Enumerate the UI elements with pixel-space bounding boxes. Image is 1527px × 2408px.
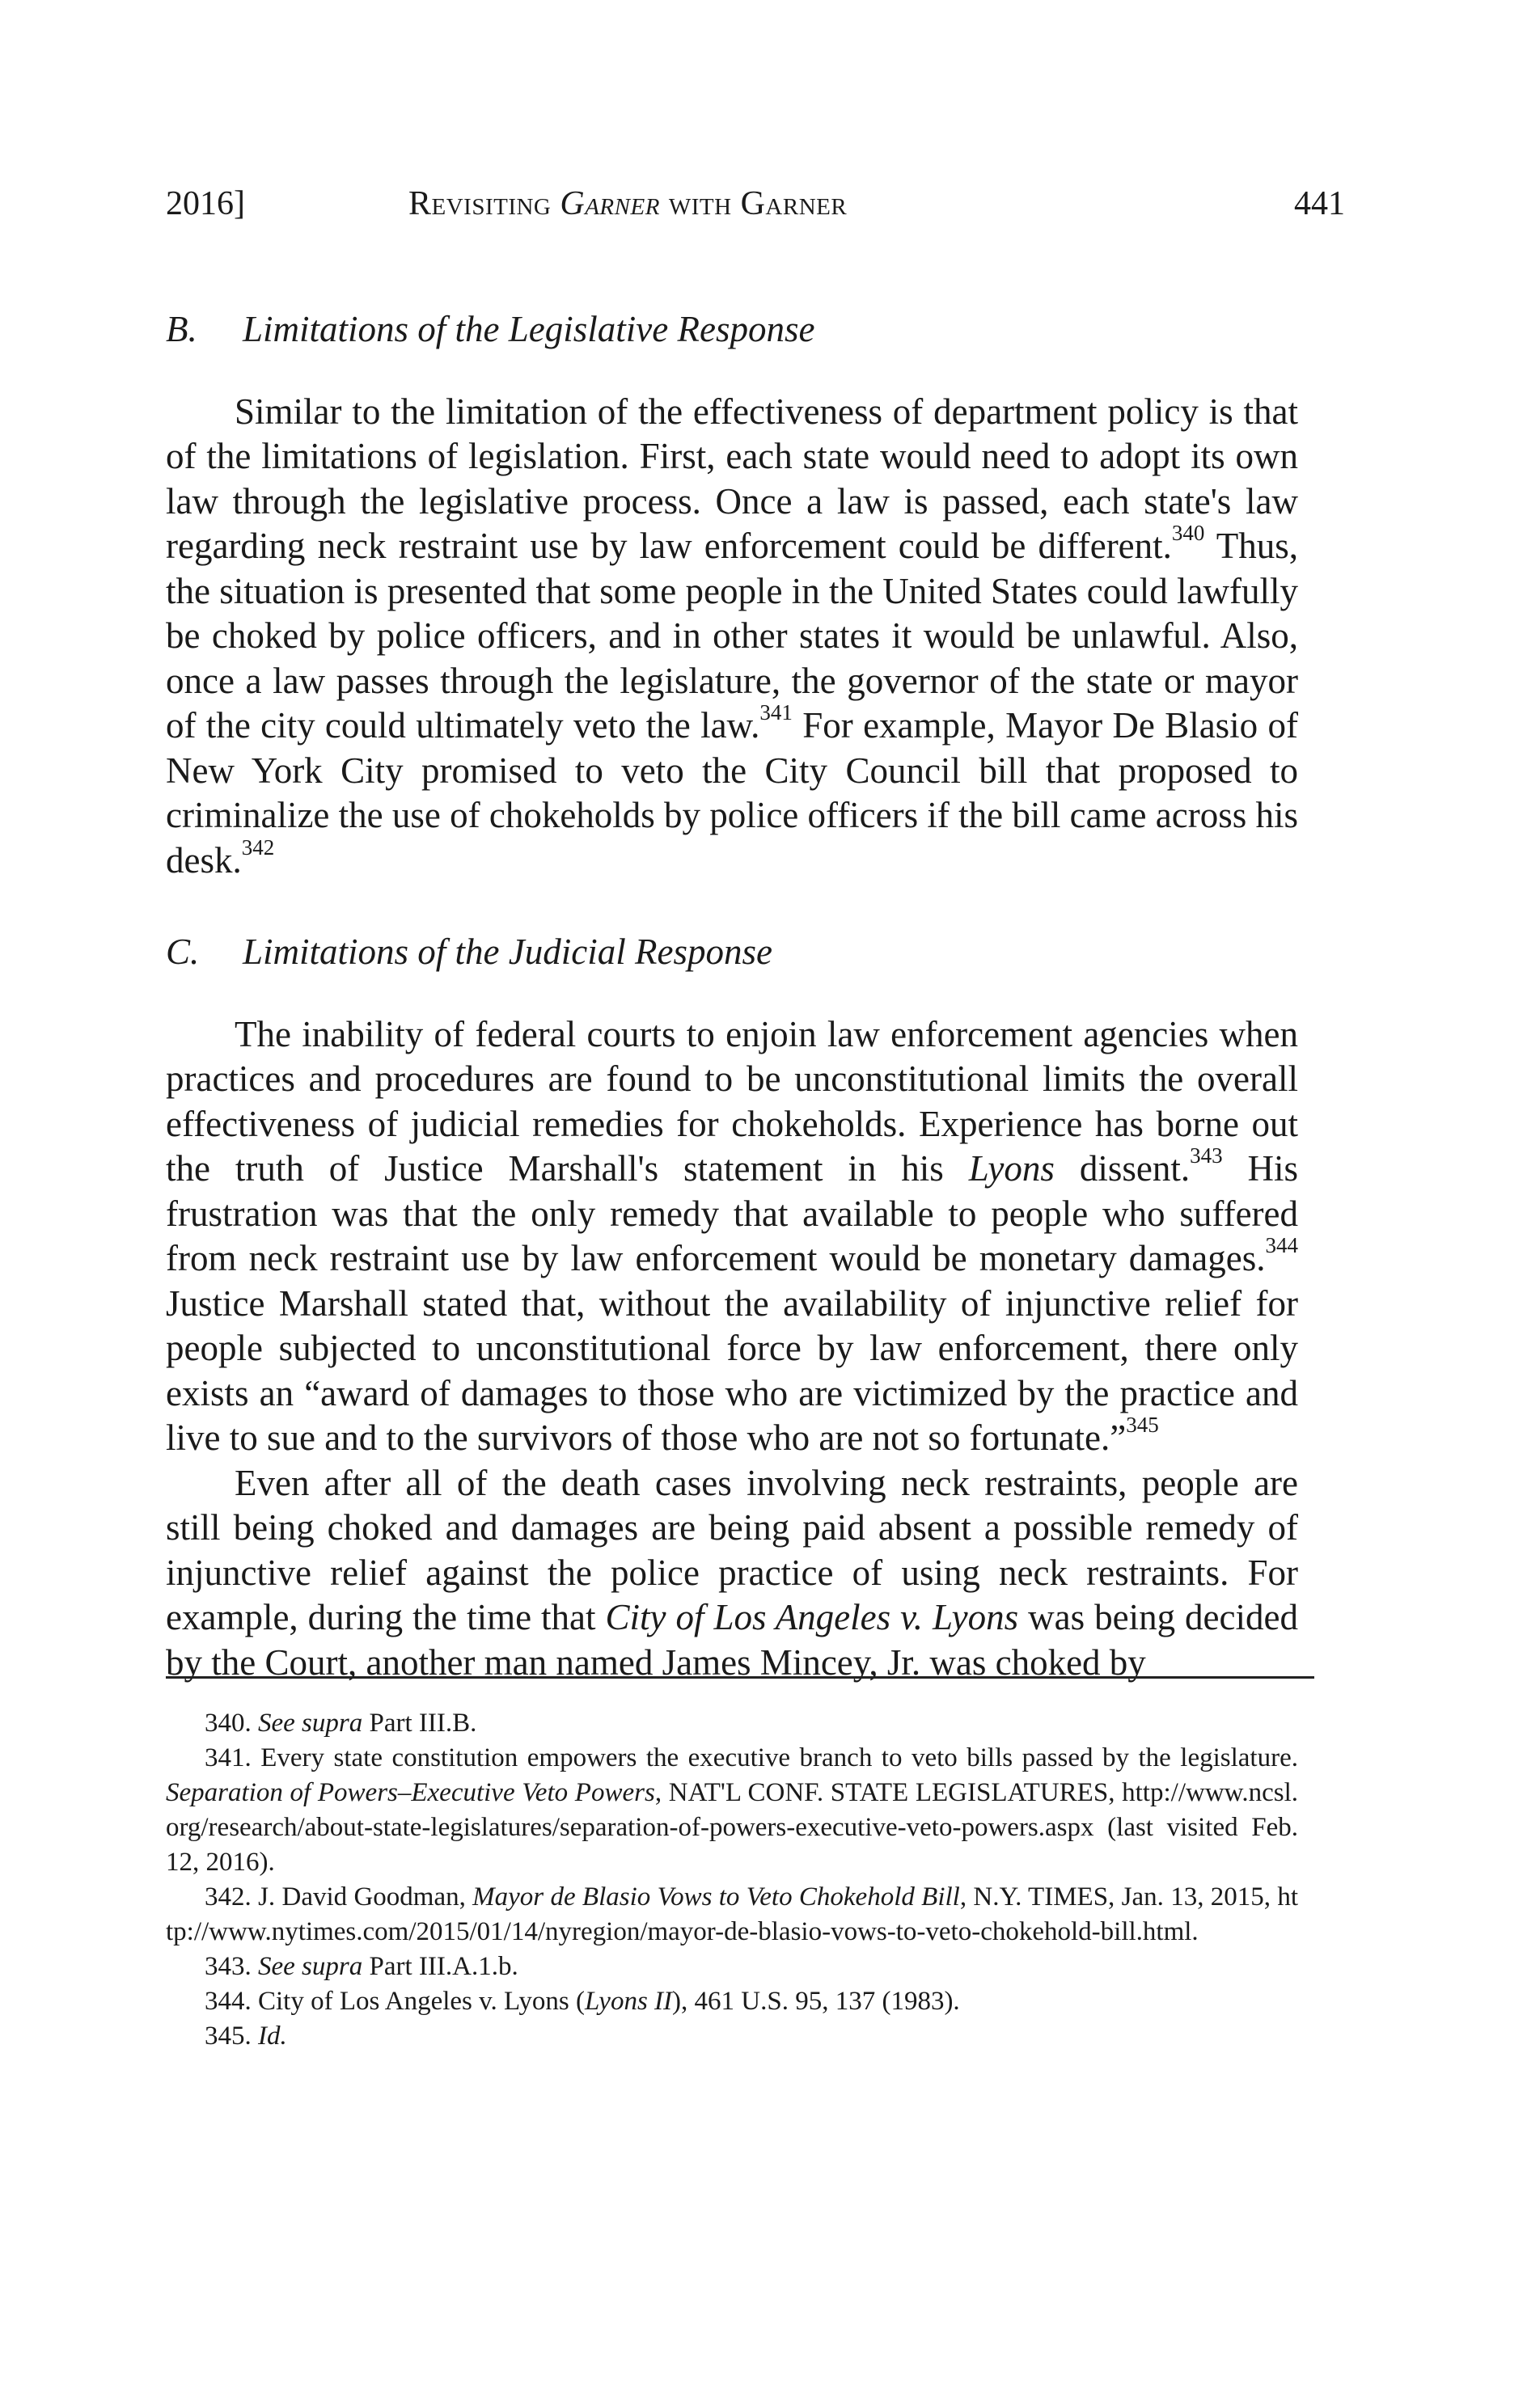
source-link[interactable]: http://www.ncsl.org/research/about-state-legislatures/separation-of-powers-executive-veto-powers.aspx	[166, 1778, 1298, 1842]
header-title	[408, 184, 847, 223]
main-text	[166, 307, 1298, 1685]
case-name: City of Los Angeles v. Lyons	[605, 1597, 1019, 1637]
section-letter: C.	[166, 932, 200, 972]
signal: See supra	[258, 1709, 363, 1738]
header-title-prefix: Revisiting	[408, 185, 560, 222]
footnote-number: 345.	[205, 2021, 252, 2051]
footnote-text: Part III.A.1.b.	[362, 1952, 518, 1981]
footnote-341	[166, 1741, 1298, 1880]
footnote-text: ), 461 U.S. 95, 137 (1983).	[672, 1987, 960, 2016]
footnote-divider	[166, 1676, 1314, 1679]
section-letter: B.	[166, 309, 197, 349]
footnote-number: 343.	[205, 1952, 252, 1981]
footnotes	[166, 1706, 1298, 2054]
footnote-text: J. David Goodman,	[251, 1882, 473, 1912]
paragraph-text: Justice Marshall stated that, without the availability of injunctive relief for people subjected to unconstitutional force by law enforcement, there only exists an “award of damages to those who are victimized by the practice and live to sue and to the survivors of those who are not so fortunate.”	[166, 1282, 1298, 1458]
footnote-number: 341.	[205, 1743, 252, 1772]
paragraph-text: was being decided by the Court, another man named James Mincey, Jr. was choked by	[166, 1597, 1298, 1683]
paragraph-text: His frustration was that the only remedy that available to people who suffered from neck restraint use by law enforcement would be monetary damages.	[166, 1148, 1298, 1278]
header-title-italic: Garner	[560, 185, 660, 222]
paragraph-text: Even after all of the death cases involving neck restraints, people are still being choked and damages are being paid absent a possible remedy of injunctive relief against the police practice of using neck restraints. For example, during the time that	[166, 1462, 1298, 1637]
running-header	[166, 184, 1345, 233]
signal: Id.	[258, 2021, 287, 2051]
footnote-number: 344.	[205, 1987, 252, 2016]
footnote-number: 340.	[205, 1709, 252, 1738]
footnote-ref[interactable]: 340	[1171, 521, 1205, 545]
footnote-ref[interactable]: 341	[759, 700, 793, 725]
paragraph	[166, 390, 1298, 884]
footnote-ref[interactable]: 343	[1190, 1143, 1223, 1168]
footnote-ref[interactable]: 342	[241, 834, 275, 860]
section-title: Limitations of the Judicial Response	[243, 932, 772, 972]
footnote-text: Part III.B.	[362, 1709, 477, 1738]
footnote-text: City of Los Angeles v. Lyons (	[251, 1987, 585, 2016]
signal: See supra	[258, 1952, 363, 1981]
source-name: , NAT'L CONF. STATE LEGISLATURES,	[654, 1778, 1123, 1807]
footnote-ref[interactable]: 344	[1265, 1233, 1298, 1257]
source-link[interactable]: http://www.nytimes.com/2015/01/14/nyregion/mayor-de-blasio-vows-to-veto-chokehold-bill.html.	[166, 1882, 1299, 1946]
paragraph-text: Similar to the limitation of the effectiveness of department policy is that of the limitations of legislation. First, each state would need to adopt its own law through the legislative process. Once a law is passed, each state's law regarding neck restraint use by law enforcement could be different.	[166, 391, 1298, 566]
footnote-345	[166, 2019, 1298, 2054]
footnote-number: 342.	[205, 1882, 252, 1912]
footnote-342	[166, 1880, 1298, 1950]
source-title: Mayor de Blasio Vows to Veto Chokehold Bill	[472, 1882, 960, 1912]
paragraph-text: Thus, the situation is presented that some people in the United States could lawfully be choked by police officers, and in other states it would be unlawful. Also, once a law passes through the legislature, the governor of the state or mayor of the city could ultimately veto the law.	[166, 526, 1299, 746]
section-heading-b	[166, 307, 1298, 353]
section-heading-c	[166, 930, 1298, 975]
footnote-344	[166, 1984, 1298, 2019]
page-number: 441	[1294, 185, 1345, 222]
footnote-text: Every state constitution empowers the executive branch to veto bills passed by the legislature.	[251, 1743, 1298, 1772]
footnote-343	[166, 1950, 1298, 1984]
header-title-suffix: with Garner	[659, 185, 848, 222]
paragraph	[166, 1461, 1298, 1686]
source-name: , N.Y. TIMES, Jan. 13, 2015,	[959, 1882, 1278, 1912]
paragraph-text: The inability of federal courts to enjoin law enforcement agencies when practices and procedures are found to be unconstitutional limits the overall effectiveness of judicial remedies for chokeholds. Experience has borne out the truth of Justice Marshall's statement in his	[166, 1013, 1298, 1189]
header-year: 2016]	[166, 185, 245, 222]
source-title: Separation of Powers–Executive Veto Powers	[166, 1778, 655, 1807]
section-title: Limitations of the Legislative Response	[243, 309, 815, 349]
paragraph-text: For example, Mayor De Blasio of New York City promised to veto the City Council bill that proposed to criminalize the use of chokeholds by police officers if the bill came across his desk.	[166, 705, 1298, 881]
footnote-text: (last visited Feb. 12, 2016).	[166, 1813, 1298, 1877]
footnote-340	[166, 1706, 1298, 1741]
case-name: Lyons	[968, 1148, 1055, 1189]
short-name: Lyons II	[584, 1987, 673, 2016]
footnote-ref[interactable]: 345	[1126, 1413, 1159, 1437]
paragraph	[166, 1012, 1298, 1461]
paragraph-text: dissent.	[1054, 1148, 1191, 1189]
